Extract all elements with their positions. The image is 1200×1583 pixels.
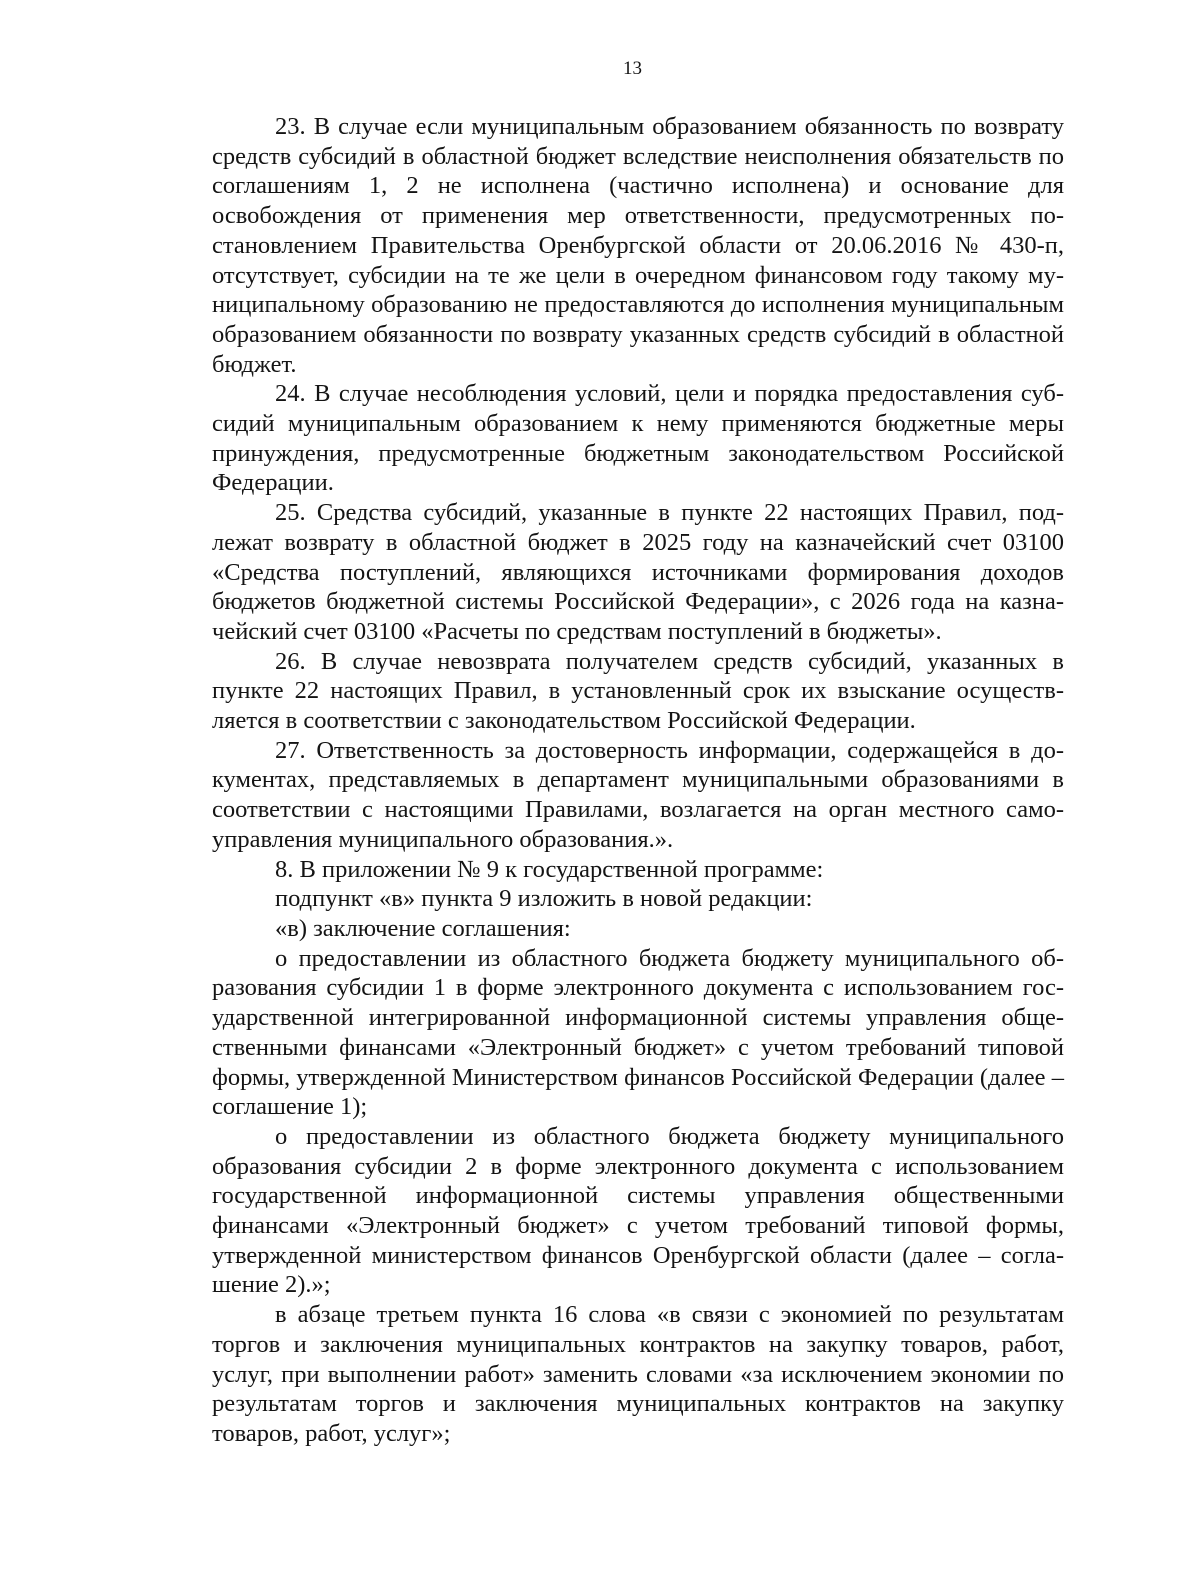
paragraph-subsidy-2: о предоставлении из областного бюджета бюджету муниципального образования субсидии 2 в форме электронного документа с использованием государственной информационной системы управления общественными финансами «Электронный бюджет» с учетом требований типовой формы, утвержденной министерством финансов Оренбургской области (далее – соглашение 2).»;: [212, 1122, 1064, 1299]
paragraph-24: 24. В случае несоблюдения условий, цели и порядка предоставления субсидий муниципальным образованием к нему применяются бюджетные меры принуждения, предусмотренные бюджетным законодательством Российской Федерации.: [212, 380, 1064, 497]
paragraph-26: 26. В случае невозврата получателем средств субсидий, указанных в пункте 22 настоящих Правил, в установленный срок их взыскание осуществляется в соответствии с законодательством Российской Федерации.: [212, 647, 1064, 735]
paragraph-25: 25. Средства субсидий, указанные в пункте 22 настоящих Правил, подлежат возврату в областной бюджет в 2025 году на казначейский счет 03100 «Средства поступлений, являющихся источниками формирования доходов бюджетов бюджетной системы Российской Федерации», с 2026 года на казначейский счет 03100 «Расчеты по средствам поступлений в бюджеты».: [212, 499, 1064, 645]
document-body: [212, 112, 1064, 1449]
paragraph-item-16: в абзаце третьем пункта 16 слова «в связи с экономией по результатам торгов и заключения муниципальных контрактов на закупку товаров, работ, услуг, при выполнении работ» заменить словами «за исключением экономии по результатам торгов и заключения муниципальных контрактов на закупку товаров, работ, услуг»;: [212, 1301, 1064, 1447]
paragraph-item-8: 8. В приложении № 9 к государственной программе:: [275, 855, 824, 883]
paragraph-subitem-v: подпункт «в» пункта 9 изложить в новой редакции:: [275, 885, 813, 913]
paragraph-subsidy-1: о предоставлении из областного бюджета бюджету муниципального образования субсидии 1 в форме электронного документа с использованием государственной интегрированной информационной системы управления общественными финансами «Электронный бюджет» с учетом требований типовой формы, утвержденной Министерством финансов Российской Федерации (далее – соглашение 1);: [212, 944, 1064, 1121]
paragraph-23: 23. В случае если муниципальным образованием обязанность по возврату средств субсидий в областной бюджет вследствие неисполнения обязательств по соглашениям 1, 2 не исполнена (частично исполнена) и основание для освобождения от применения мер ответственности, предусмотренных постановлением Правительства Оренбургской области от 20.06.2016 № 430-п, отсутствует, субсидии на те же цели в очередном финансовом году такому муниципальному образованию не предоставляются до исполнения муниципальным образованием обязанности по возврату указанных средств субсидий в областной бюджет.: [212, 113, 1064, 378]
paragraph-27: 27. Ответственность за достоверность информации, содержащейся в документах, представляемых в департамент муниципальными образованиями в соответствии с настоящими Правилами, возлагается на орган местного самоуправления муниципального образования.».: [212, 736, 1064, 853]
page-number: 13: [623, 58, 642, 79]
paragraph-agreement-heading: «в) заключение соглашения:: [275, 914, 571, 942]
